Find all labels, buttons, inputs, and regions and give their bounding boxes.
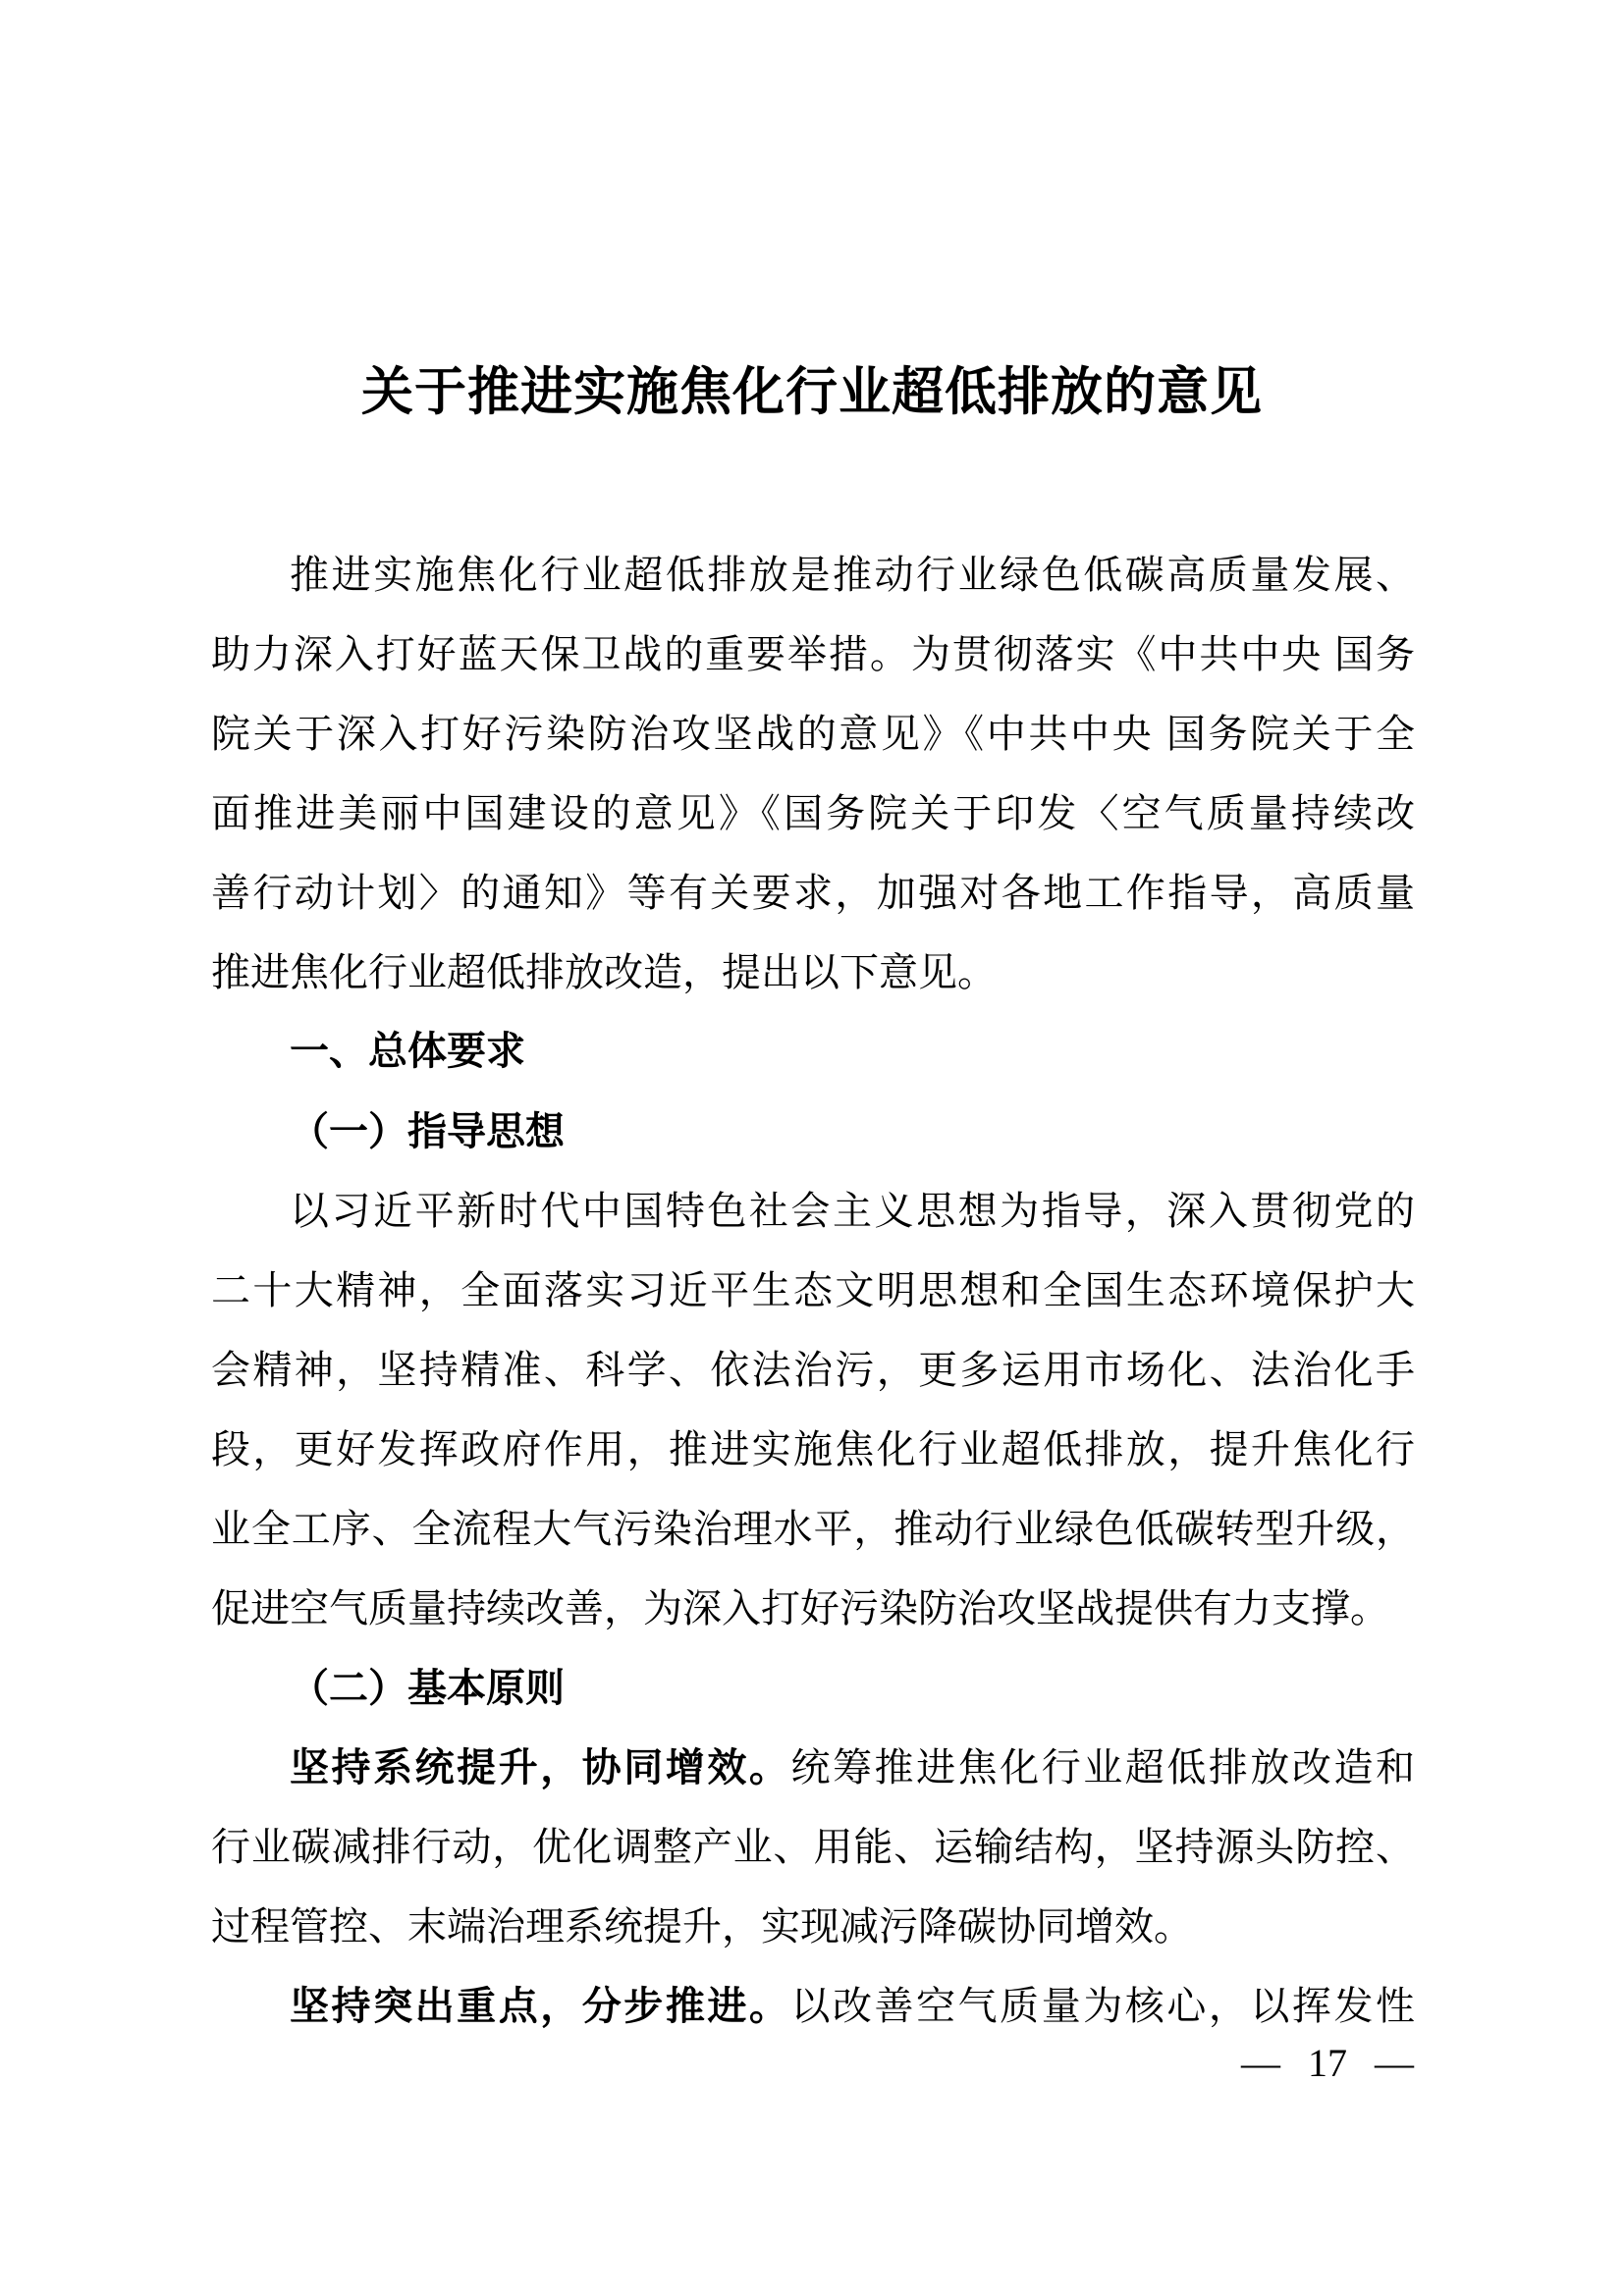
paragraph-line: 二十大精神，全面落实习近平生态文明思想和全国生态环境保护大	[211, 1268, 1415, 1312]
paragraph-line	[211, 1728, 1415, 1807]
subsection-heading-basic-principles: （二）基本原则	[290, 1666, 565, 1710]
paragraph-line: 善行动计划〉的通知》等有关要求，加强对各地工作指导，高质量	[211, 871, 1415, 915]
paragraph-line: 段，更好发挥政府作用，推进实施焦化行业超低排放，提升焦化行	[211, 1427, 1415, 1471]
paragraph-line: 行业碳减排行动，优化调整产业、用能、运输结构，坚持源头防控、	[211, 1825, 1415, 1869]
paragraph-line: 会精神，坚持精准、科学、依法治污，更多运用市场化、法治化手	[211, 1348, 1415, 1392]
paragraph-line	[211, 1966, 1415, 2046]
paragraph-line: 助力深入打好蓝天保卫战的重要举措。为贯彻落实《中共中央 国务	[211, 632, 1415, 676]
document-title: 关于推进实施焦化行业超低排放的意见	[361, 363, 1263, 421]
subsection-heading-guiding-ideology: （一）指导思想	[290, 1109, 565, 1153]
paragraph-line: 面推进美丽中国建设的意见》《国务院关于印发〈空气质量持续改	[211, 791, 1415, 835]
paragraph-text: 统筹推进焦化行业超低排放改造和	[790, 1745, 1416, 1789]
bold-lead-principle-1: 坚持系统提升，协同增效。	[290, 1745, 791, 1789]
paragraph-line: 促进空气质量持续改善，为深入打好污染防治攻坚战提供有力支撑。	[211, 1586, 1389, 1630]
paragraph-line: 院关于深入打好污染防治攻坚战的意见》《中共中央 国务院关于全	[211, 712, 1415, 756]
section-heading-overall-requirements: 一、总体要求	[290, 1030, 525, 1073]
paragraph-line: 推进实施焦化行业超低排放是推动行业绿色低碳高质量发展、	[290, 553, 1415, 597]
paragraph-line: 业全工序、全流程大气污染治理水平，推动行业绿色低碳转型升级，	[211, 1507, 1415, 1551]
paragraph-line: 以习近平新时代中国特色社会主义思想为指导，深入贯彻党的	[290, 1189, 1415, 1233]
bold-lead-principle-2: 坚持突出重点，分步推进。	[290, 1984, 791, 2028]
paragraph-text: 以改善空气质量为核心，以挥发性	[790, 1984, 1416, 2028]
paragraph-line: 推进焦化行业超低排放改造，提出以下意见。	[211, 950, 997, 994]
paragraph-line: 过程管控、末端治理系统提升，实现减污降碳协同增效。	[211, 1904, 1193, 1949]
page-number: — 17 —	[1241, 2041, 1414, 2085]
document-body	[211, 535, 1415, 2046]
